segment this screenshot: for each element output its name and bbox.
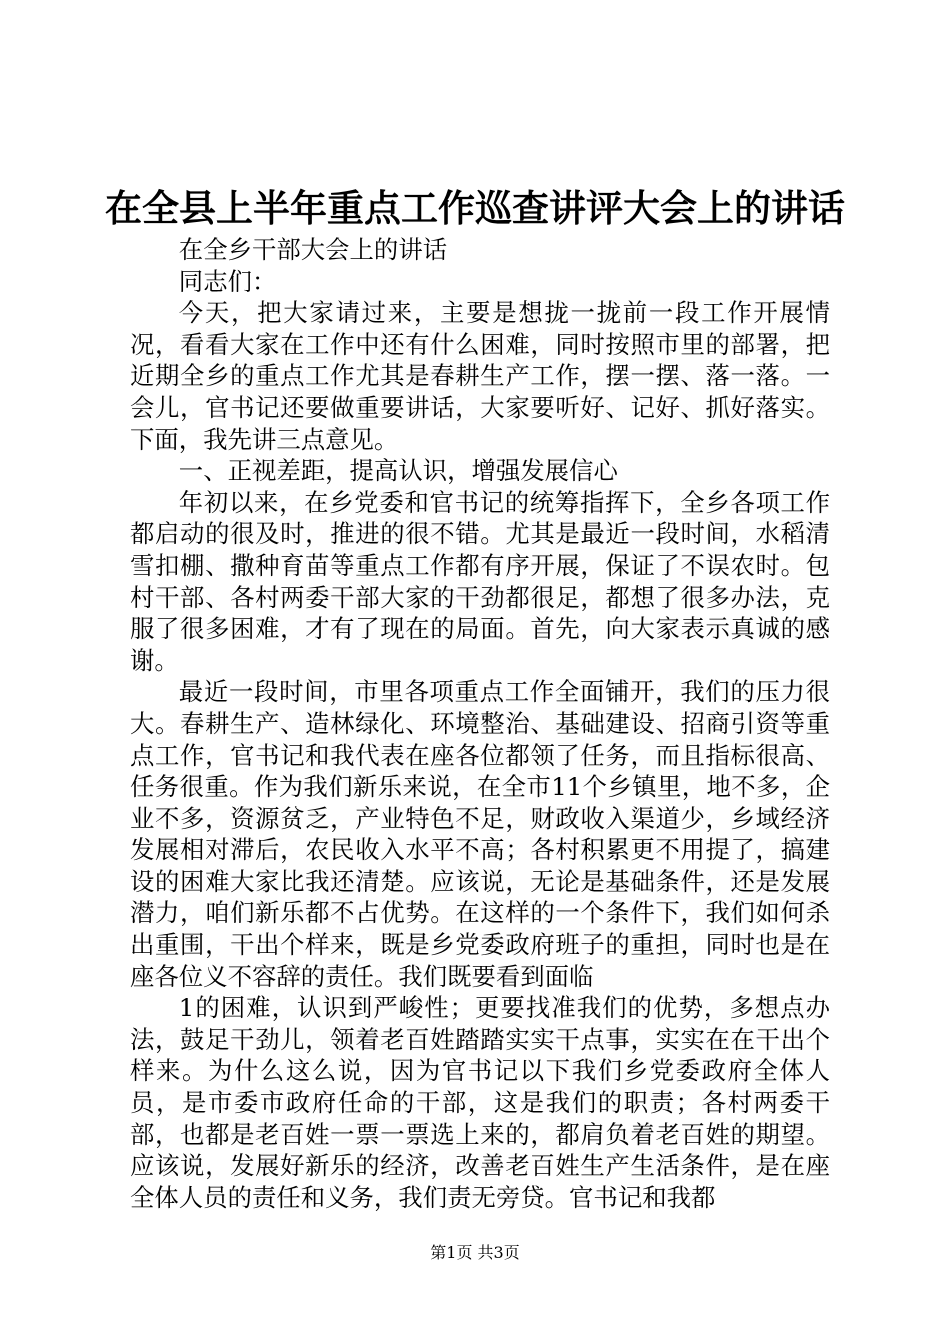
- subtitle-paragraph: 在全乡干部大会上的讲话: [178, 235, 448, 264]
- document-title: 在全县上半年重点工作巡查讲评大会上的讲话: [105, 186, 845, 230]
- page-number-footer: 第1页 共3页: [430, 1243, 520, 1262]
- body-paragraph: 1的困难，认识到严峻性；更要找准我们的优势，多想点办法，鼓足干劲儿，领着老百姓踏踏实实干点事，实实在在干出个样来。为什么这么说，因为官书记以下我们乡党委政府全体人员，是市委市政府任命的干部，这是我们的职责；各村两委干部，也都是老百姓一票一票选上来的，都肩负着老百姓的期望。应该说，发展好新乐的经济，改善老百姓生产生活条件，是在座全体人员的责任和义务，我们责无旁贷。官书记和我都: [130, 993, 830, 1212]
- body-paragraph: 年初以来，在乡党委和官书记的统筹指挥下，全乡各项工作都启动的很及时，推进的很不错。尤其是最近一段时间，水稻清雪扣棚、撒种育苗等重点工作都有序开展，保证了不误农时。包村干部、各村两委干部大家的干劲都很足，都想了很多办法，克服了很多困难，才有了现在的局面。首先，向大家表示真诚的感谢。: [130, 487, 830, 675]
- body-paragraph: 最近一段时间，市里各项重点工作全面铺开，我们的压力很大。春耕生产、造林绿化、环境整治、基础建设、招商引资等重点工作，官书记和我代表在座各位都领了任务，而且指标很高、任务很重。作为我们新乐来说，在全市11个乡镇里，地不多，企业不多，资源贫乏，产业特色不足，财政收入渠道少，乡域经济发展相对滞后，农民收入水平不高；各村积累更不用提了，搞建设的困难大家比我还清楚。应该说，无论是基础条件，还是发展潜力，咱们新乐都不占优势。在这样的一个条件下，我们如何杀出重围，干出个样来，既是乡党委政府班子的重担，同时也是在座各位义不容辞的责任。我们既要看到面临: [130, 677, 830, 991]
- body-paragraph: 今天，把大家请过来，主要是想拢一拢前一段工作开展情况，看看大家在工作中还有什么困难，同时按照市里的部署，把近期全乡的重点工作尤其是春耕生产工作，摆一摆、落一落。一会儿，官书记还要做重要讲话，大家要听好、记好、抓好落实。下面，我先讲三点意见。: [130, 298, 830, 454]
- salutation-paragraph: 同志们：: [178, 266, 277, 296]
- section-heading: 一、正视差距，提高认识，增强发展信心: [178, 456, 618, 486]
- document-body: [130, 234, 830, 1213]
